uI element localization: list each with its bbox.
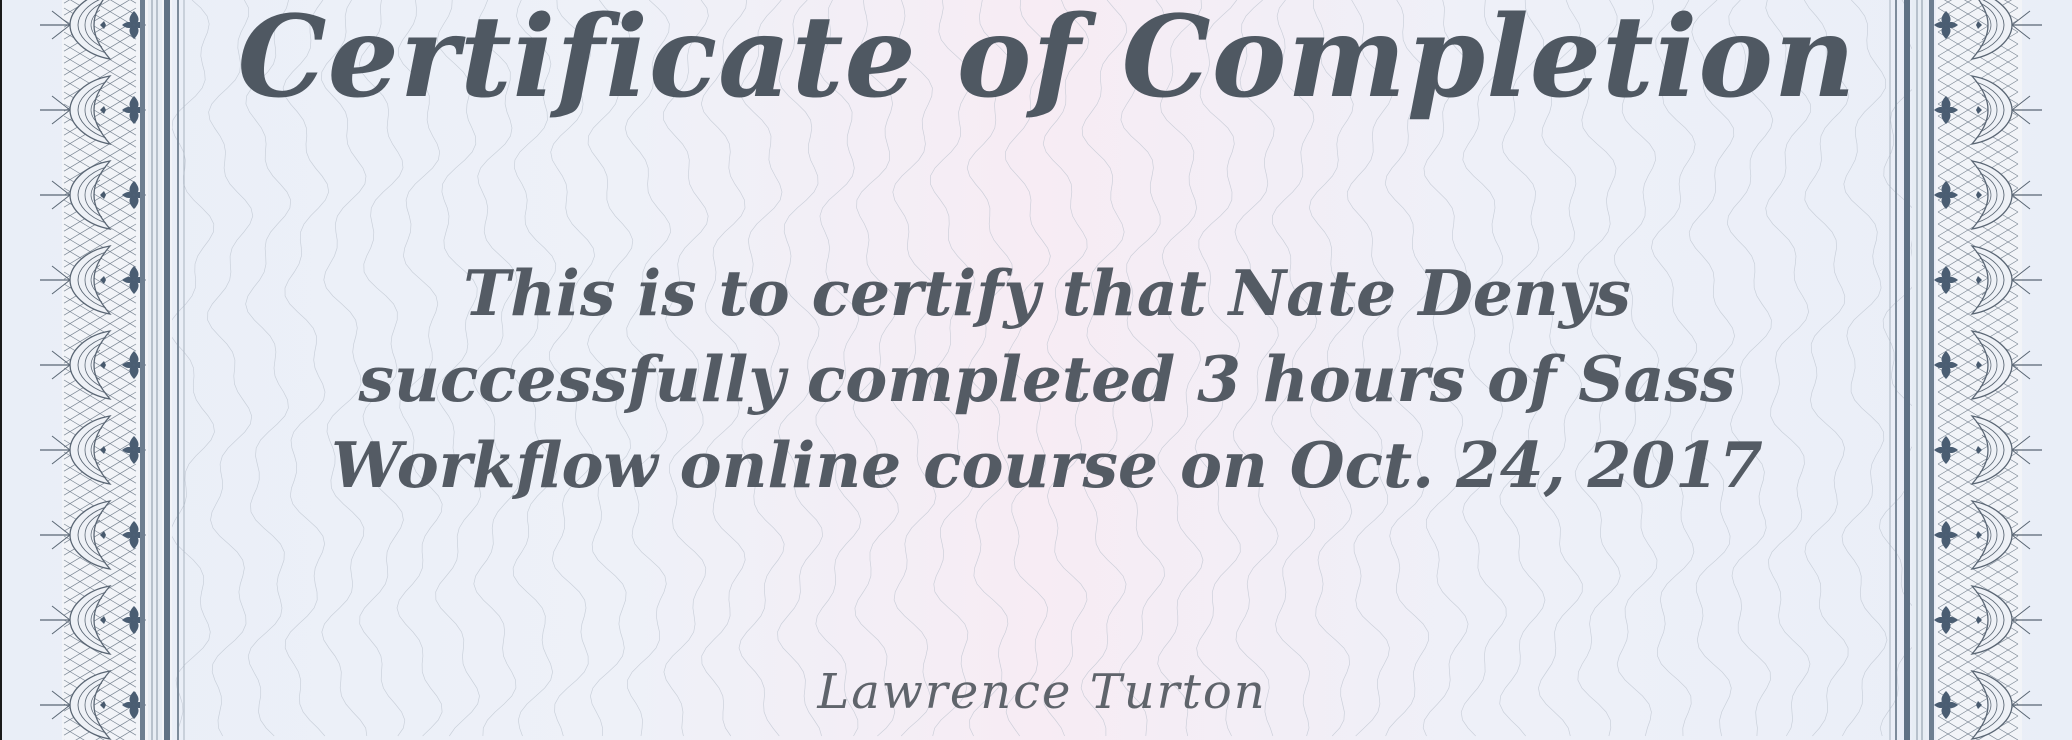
certificate-title: Certificate of Completion [237,0,1857,123]
certification-statement: This is to certify that Nate Denys successfully completed 3 hours of Sass Workflow online course on Oct. 24, 2017 [331,256,1763,502]
certificate [2,0,2072,740]
certificate-text [2,0,2072,740]
signature: Lawrence Turton [817,664,1267,720]
